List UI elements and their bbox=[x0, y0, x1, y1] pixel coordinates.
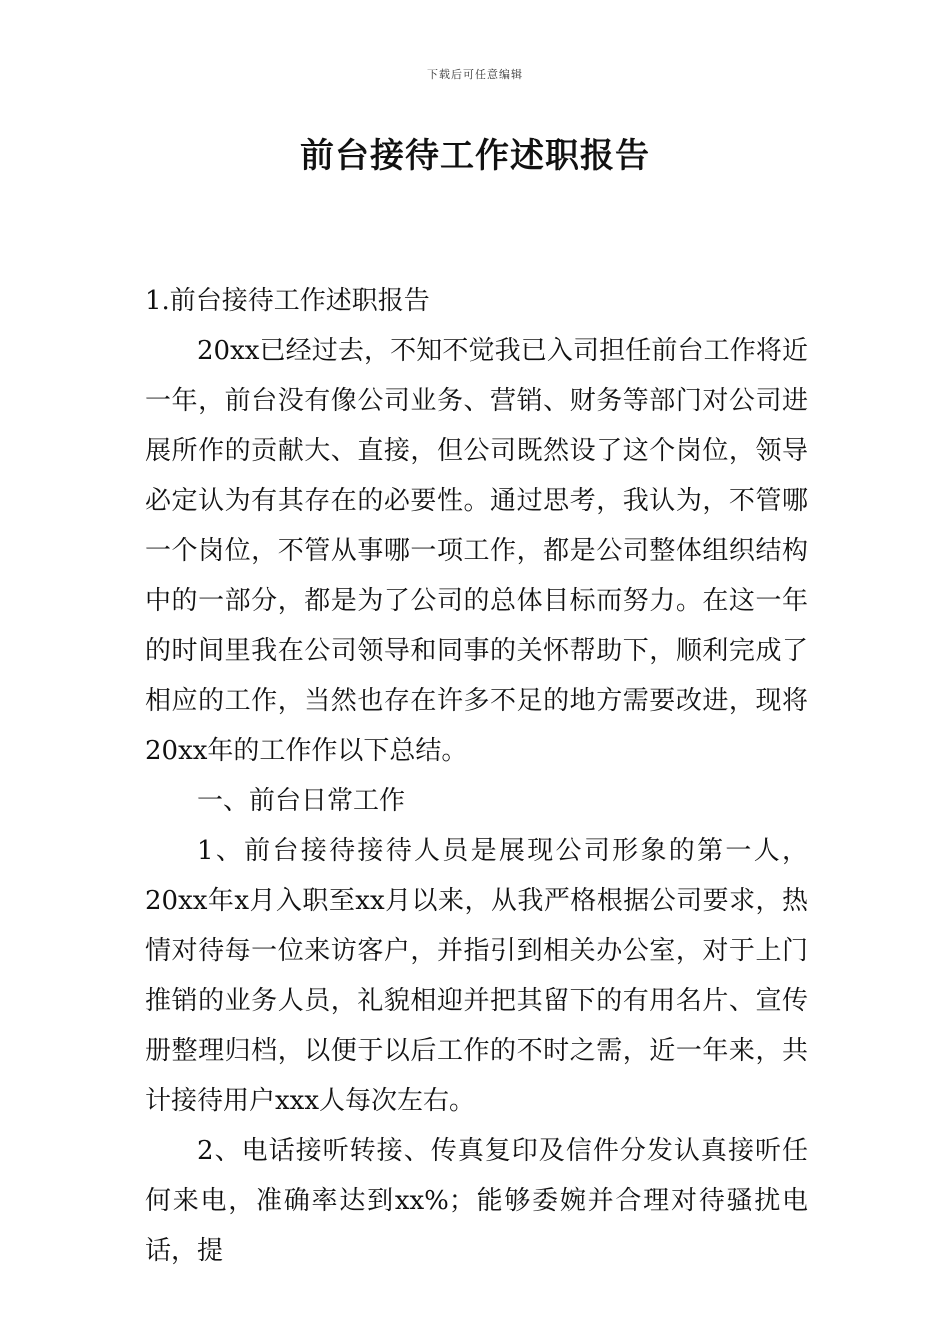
paragraph-reception: 1、前台接待接待人员是展现公司形象的第一人，20xx年x月入职至xx月以来，从我严格根据公司要求，热情对待每一位来访客户，并指引到相关办公室，对于上门推销的业务人员，礼貌相迎并把其留下的有用名片、宣传册整理归档，以便于以后工作的不时之需，近一年来，共计接待用户xxx人每次左右。 bbox=[145, 836, 808, 1116]
section-heading: 1.前台接待工作述职报告 bbox=[145, 286, 430, 316]
header-note: 下载后可任意编辑 bbox=[427, 68, 523, 81]
document-title: 前台接待工作述职报告 bbox=[300, 136, 650, 176]
subheading-daily-work: 一、前台日常工作 bbox=[197, 786, 406, 816]
paragraph-intro: 20xx已经过去，不知不觉我已入司担任前台工作将近一年，前台没有像公司业务、营销、财务等部门对公司进展所作的贡献大、直接，但公司既然设了这个岗位，领导必定认为有其存在的必要性。通过思考，我认为，不管哪一个岗位，不管从事哪一项工作，都是公司整体组织结构中的一部分，都是为了公司的总体目标而努力。在这一年的时间里我在公司领导和同事的关怀帮助下，顺利完成了相应的工作，当然也存在许多不足的地方需要改进，现将20xx年的工作作以下总结。 bbox=[145, 336, 808, 766]
paragraph-phone: 2、电话接听转接、传真复印及信件分发认真接听任何来电，准确率达到xx%；能够委婉并合理对待骚扰电话，提 bbox=[145, 1136, 808, 1266]
document-body bbox=[145, 276, 808, 1276]
